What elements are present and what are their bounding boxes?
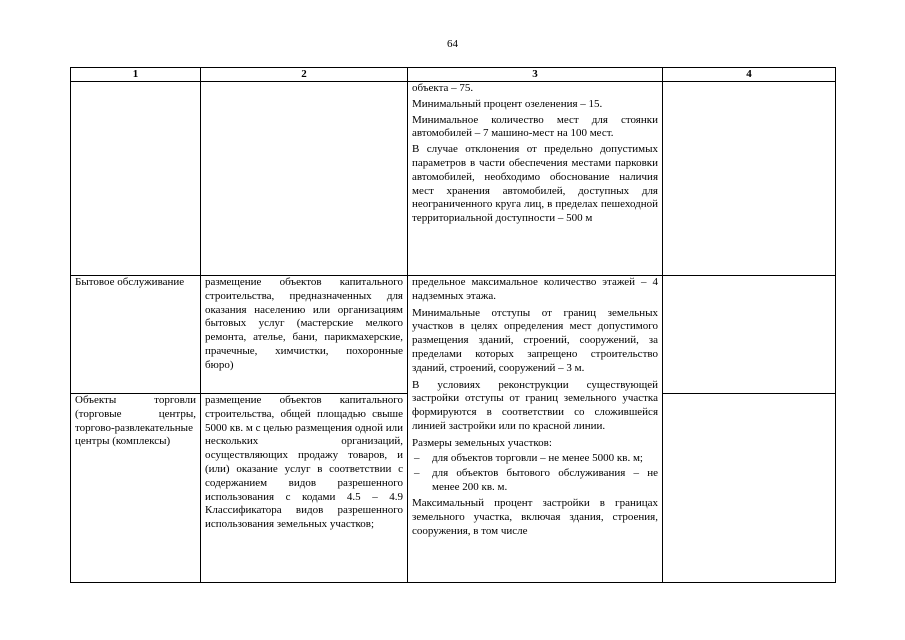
row1-col2 [201, 82, 408, 276]
list-item: – для объектов торговли – не менее 5000 кв. м; [412, 452, 658, 466]
row3-col4 [663, 394, 836, 583]
row3-col1: Объекты торговли (торговые центры, торгово-развлекательные центры (комплексы) [71, 394, 201, 583]
page-number: 64 [447, 38, 458, 50]
table-header-row [71, 68, 836, 82]
row1-col3-para: Минимальное количество мест для стоянки автомобилей – 7 машино-мест на 100 мест. [412, 113, 658, 140]
table-row [71, 276, 836, 394]
row2-col4 [663, 276, 836, 394]
column-header-4: 4 [663, 68, 836, 82]
shared-col3-para: В условиях реконструкции существующей застройки отступы от границ земельного участка формируются в соответствии со сложившейся линией застройки или по красной линии. [412, 378, 658, 432]
row1-col3-para: Минимальный процент озеленения – 15. [412, 97, 603, 110]
row3-col2: размещение объектов капитального строительства, общей площадью свыше 5000 кв. м с целью размещения одной или нескольких организаций, осуществляющих продажу товаров, и (или) оказание услуг в соответствии с содержанием видов разрешенного использования с кодами 4.5 – 4.9 Классификатора видов разрешенного использования земельных участков; [201, 394, 408, 583]
table-row [71, 82, 836, 276]
shared-col3-para: Размеры земельных участков: [412, 436, 552, 449]
land-plot-size-list [412, 452, 658, 495]
shared-col3-para: предельное максимальное количество этажей – 4 надземных этажа. [412, 276, 658, 302]
zoning-table [70, 67, 836, 583]
shared-col3 [408, 276, 663, 583]
row2-col2: размещение объектов капитального строительства, предназначенных для оказания населению или организациям бытовых услуг (мастерские мелкого ремонта, ателье, бани, парикмахерские, прачечные, химчистки, похоронные бюро) [201, 276, 408, 394]
list-item: – для объектов бытового обслуживания – не менее 200 кв. м. [412, 467, 658, 495]
row2-col1: Бытовое обслуживание [71, 276, 201, 394]
shared-col3-para: Минимальные отступы от границ земельных участков в целях определения мест допустимого размещения зданий, строений, сооружений, за пределами которых запрещено строительство зданий, строений, сооружений – 3 м. [412, 306, 658, 374]
shared-col3-para: Максимальный процент застройки в границах земельного участка, включая здания, строения, сооружения, в том числе [412, 496, 658, 537]
row1-col4 [663, 82, 836, 276]
row1-col3-para: объекта – 75. [412, 82, 474, 94]
column-header-1: 1 [71, 68, 201, 82]
row1-col3 [408, 82, 663, 276]
column-header-2: 2 [201, 68, 408, 82]
row1-col3-para: В случае отклонения от предельно допустимых параметров в части обеспечения местами парковки автомобилей, необходимо обоснование наличия мест хранения автомобилей, доступных для неограниченного круга лиц, в пределах пешеходной территориальной доступности – 500 м [412, 143, 658, 225]
row1-col1 [71, 82, 201, 276]
column-header-3: 3 [408, 68, 663, 82]
